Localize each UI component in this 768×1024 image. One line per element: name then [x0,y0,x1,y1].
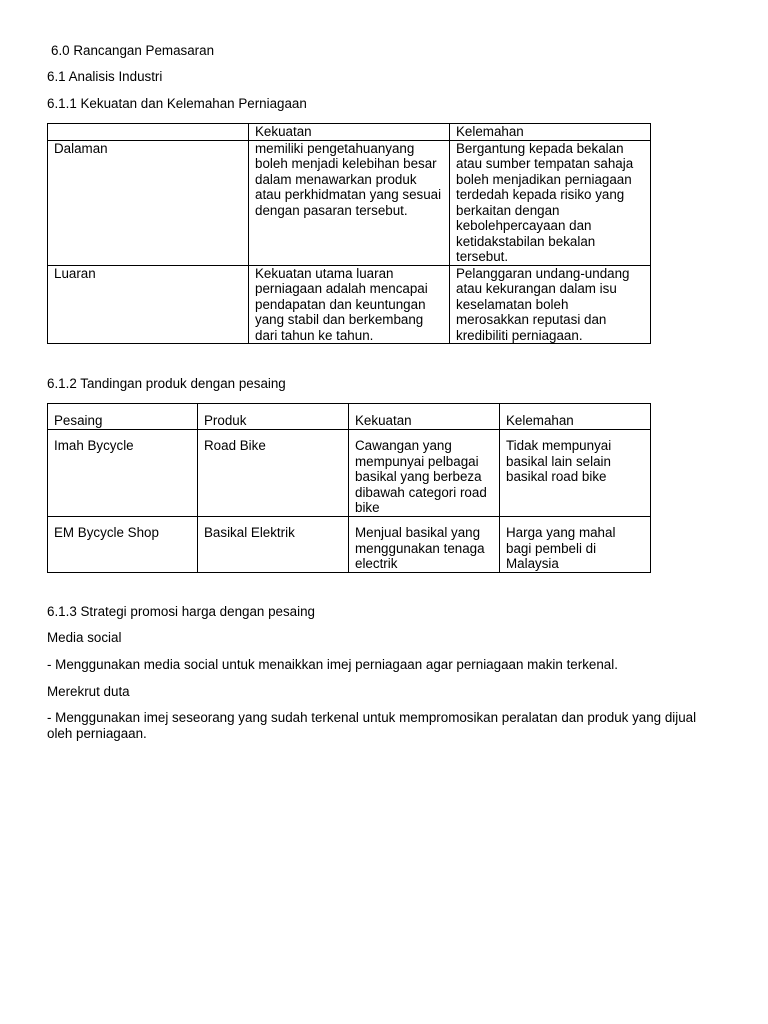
swot-table [47,123,651,344]
header-pesaing: Pesaing [48,404,198,430]
cell-produk: Basikal Elektrik [198,517,349,573]
header-produk: Produk [198,404,349,430]
cell-pesaing: Imah Bycycle [48,430,198,517]
swot-table-header [48,124,651,141]
header-kelemahan: Kelemahan [500,404,651,430]
heading-rancangan-pemasaran: 6.0 Rancangan Pemasaran [51,43,215,58]
heading-analisis-industri: 6.1 Analisis Industri [47,69,163,84]
table-row [48,265,651,344]
cell-kekuatan: memiliki pengetahuanyang boleh menjadi kelebihan besar dalam menawarkan produk atau perkhidmatan yang sesuai dengan pasaran tersebut. [249,140,450,265]
cell-kekuatan: Menjual basikal yang menggunakan tenaga electrik [349,517,500,573]
strategy-description: - Menggunakan imej seseorang yang sudah terkenal untuk mempromosikan peralatan dan produk yang dijual oleh perniagaan. [47,710,697,741]
cell-pesaing: EM Bycycle Shop [48,517,198,573]
table-row [48,430,651,517]
strategy-title: Merekrut duta [47,684,130,699]
row-label: Luaran [48,265,249,344]
cell-kekuatan: Kekuatan utama luaran perniagaan adalah mencapai pendapatan dan keuntungan yang stabil dan berkembang dari tahun ke tahun. [249,265,450,344]
heading-tandingan-produk: 6.1.2 Tandingan produk dengan pesaing [47,376,286,391]
cell-kelemahan: Tidak mempunyai basikal lain selain basikal road bike [500,430,651,517]
row-label: Dalaman [48,140,249,265]
competitor-table [47,403,651,573]
competitor-table-header [48,404,651,430]
table-row [48,140,651,265]
heading-strategi-promosi: 6.1.3 Strategi promosi harga dengan pesaing [47,604,315,619]
table-row [48,517,651,573]
heading-kekuatan-kelemahan: 6.1.1 Kekuatan dan Kelemahan Perniagaan [47,96,307,111]
cell-kelemahan: Bergantung kepada bekalan atau sumber tempatan sahaja boleh menjadikan perniagaan terdedah kepada risiko yang berkaitan dengan kebolehpercayaan dan ketidakstabilan bekalan tersebut. [450,140,651,265]
header-kekuatan: Kekuatan [249,124,450,141]
strategy-description: - Menggunakan media social untuk menaikkan imej perniagaan agar perniagaan makin terkenal. [47,657,618,672]
cell-produk: Road Bike [198,430,349,517]
cell-kelemahan: Harga yang mahal bagi pembeli di Malaysia [500,517,651,573]
cell-kekuatan: Cawangan yang mempunyai pelbagai basikal yang berbeza dibawah categori road bike [349,430,500,517]
strategy-title: Media social [47,630,122,645]
header-empty [48,124,249,141]
header-kekuatan: Kekuatan [349,404,500,430]
header-kelemahan: Kelemahan [450,124,651,141]
cell-kelemahan: Pelanggaran undang-undang atau kekurangan dalam isu keselamatan boleh merosakkan reputasi dan kredibiliti perniagaan. [450,265,651,344]
